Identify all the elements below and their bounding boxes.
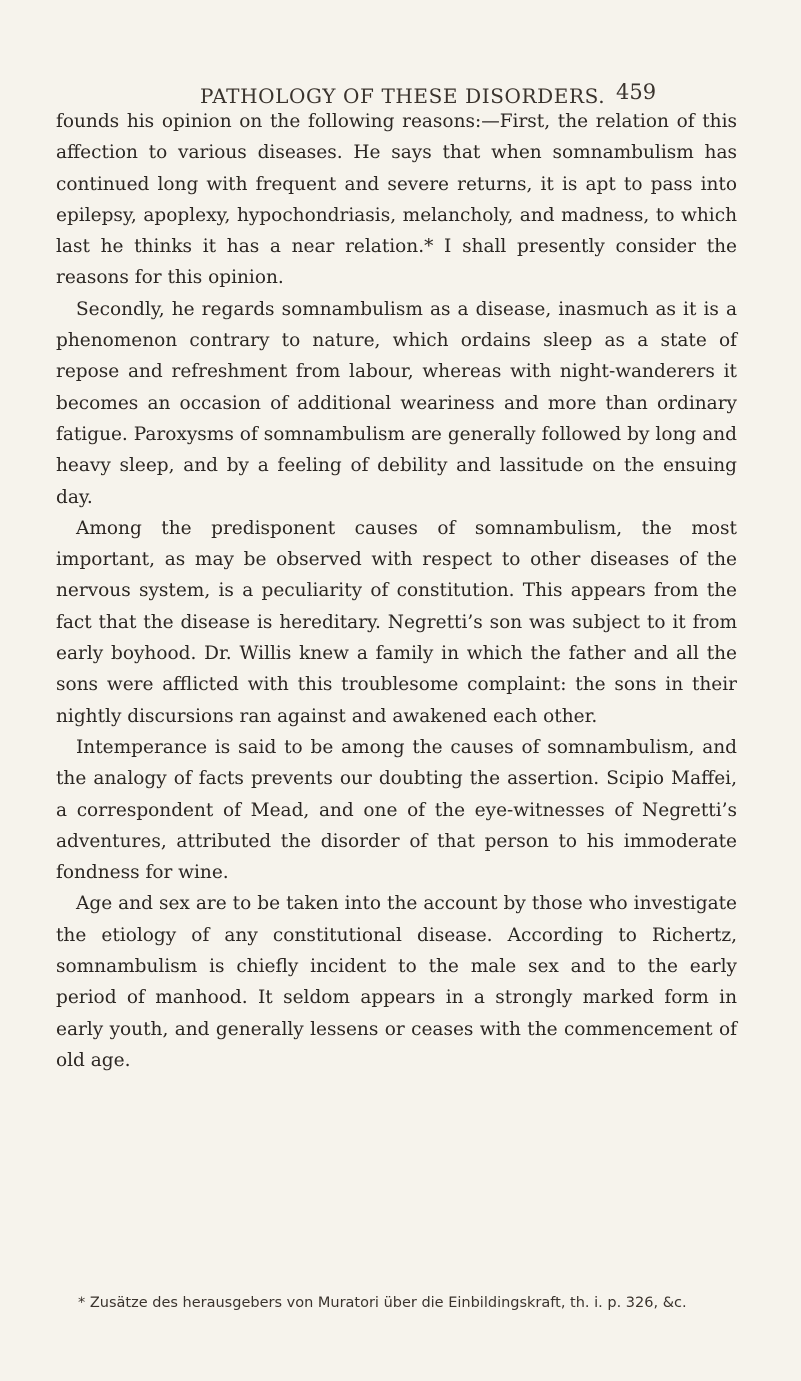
paragraph: Among the predisponent causes of somnambulism, the most important, as may be observed with respect to other diseases of the nervous system, is a peculiarity of constitution. This appears from the fact that the disease is hereditary. Negretti’s son was subject to it from early boyhood. Dr. Willis knew a family in which the father and all the sons were afflicted with this troublesome complaint: the sons in their nightly discursions ran against and awakened each other.	[56, 517, 737, 727]
paragraph: Secondly, he regards somnambulism as a disease, inasmuch as it is a phenomenon contrary to nature, which ordains sleep as a state of repose and refreshment from labour, whereas with night-wanderers it becomes an occasion of additional weariness and more than ordinary fatigue. Paroxysms of somnambulism are generally followed by long and heavy sleep, and by a feeling of debility and lassitude on the ensuing day.	[56, 298, 737, 508]
body-text	[56, 106, 737, 1076]
footnote	[56, 1292, 737, 1315]
running-title: PATHOLOGY OF THESE DISORDERS.	[200, 84, 606, 108]
page-number: 459	[616, 80, 657, 104]
paragraph-continuation: founds his opinion on the following reasons:—First, the relation of this affection to various diseases. He says that when somnambulism has continued long with frequent and severe returns, it is apt to pass into epilepsy, apoplexy, hypochondriasis, melancholy, and madness, to which last he thinks it has a near relation.* I shall presently consider the reasons for this opinion.	[56, 111, 737, 289]
paragraph: Intemperance is said to be among the causes of somnambulism, and the analogy of facts prevents our doubting the assertion. Scipio Maffei, a correspondent of Mead, and one of the eye-witnesses of Negretti’s adventures, attributed the disorder of that person to his immoderate fondness for wine.	[56, 736, 737, 884]
footnote-text: * Zusätze des herausgebers von Muratori über die Einbildingskraft, th. i. p. 326, &c.	[78, 1295, 687, 1311]
paragraph: Age and sex are to be taken into the account by those who investigate the etiology of any constitutional disease. According to Richertz, somnambulism is chiefly incident to the male sex and to the early period of manhood. It seldom appears in a strongly marked form in early youth, and generally lessens or ceases with the commencement of old age.	[56, 893, 737, 1071]
